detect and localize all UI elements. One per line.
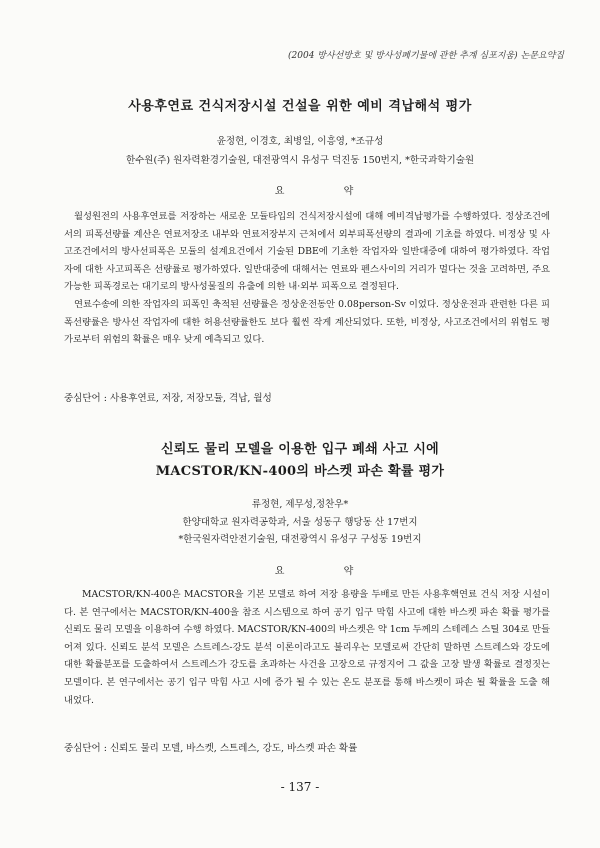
paper2-abstract xyxy=(64,586,550,709)
paper2-affiliation1: 한양대학교 원자력공학과, 서울 성동구 행당동 산 17번지 xyxy=(182,517,418,528)
paper1-paragraph: 월성원전의 사용후연료를 저장하는 새로운 모듈타입의 건식저장시설에 대해 예비격납평가를 수행하였다. 정상조건에서의 피폭선량률 계산은 연료저장조 내부와 연료저장부지 근처에서 외부피폭선량의 결과에 기초를 하였다. 비정상 및 사고조건에서의 방사선피폭은 모듈의 설계요건에서 기술된 DBE에 기초한 작업자와 일반대중에 대하여 평가하였다. 작업자에 대한 사고피폭은 선량률로 평가하였다. 일반대중에 대해서는 연료와 펜스사이의 거리가 멀다는 것을 고려하면, 주요 가능한 피폭경로는 대기로의 방사성물질의 유출에 의한 내·외부 피폭으로 결정된다. xyxy=(64,211,550,293)
paper2-paragraph: MACSTOR/KN-400은 MACSTOR을 기본 모델로 하여 저장 용량을 두배로 만든 사용후핵연료 건식 저장 시설이다. 본 연구에서는 MACSTOR/KN-400을 참조 시스템으로 하여 공기 입구 막힘 사고에 대한 바스켓 파손 확률 평가를 신뢰도 물리 모델을 이용하여 수행 하였다. MACSTOR/KN-400의 바스켓은 약 1cm 두께의 스테레스 스틸 304로 만들어져 있다. 신뢰도 분석 모델은 스트레스-강도 분석 이론이라고도 불리우는 모델로써 간단히 말하면 스트레스와 강도에 대한 확률분포를 도출하여서 스트레스가 강도를 초과하는 사건을 고장으로 규정지어 그 값을 고장 발생 확률로 결정짓는 모델이다. 본 연구에서는 공기 입구 막힘 사고 시에 증가 될 수 있는 온도 분포를 통해 바스켓이 파손 될 확률을 도출 해 내었다. xyxy=(64,589,550,706)
running-header: (2004 방사선방호 및 방사성폐기물에 관한 추계 심포지움) 논문요약집 xyxy=(288,51,564,61)
paper1-abstract-heading: 요 약 xyxy=(274,186,382,197)
paper1-title: 사용후연료 건식저장시설 건설을 위한 예비 격납해석 평가 xyxy=(128,99,472,114)
paper1-authors: 윤정현, 이경호, 최병일, 이흥영, *조규성 xyxy=(216,136,384,147)
paper1-paragraph: 연료수송에 의한 작업자의 피폭인 축적된 선량률은 정상운전동안 0.08person-Sv 이었다. 정상운전과 관련한 다른 피폭선량률은 방사선 작업자에 대한 허용선량률한도 보다 훨씬 작게 계산되었다. 또한, 비정상, 사고조건에서의 위험도 평가로부터 위험의 확률은 매우 낮게 예측되고 있다. xyxy=(64,298,550,346)
paper1-keywords: 중심단어 : 사용후연료, 저장, 저장모듈, 격납, 월성 xyxy=(64,393,272,404)
paper2-authors: 류정현, 제무성,정찬우* xyxy=(251,499,349,510)
paper2-title-line1: 신뢰도 물리 모델을 이용한 입구 폐쇄 사고 시에 xyxy=(160,442,440,457)
page-number: - 137 - xyxy=(280,780,320,794)
paper2-keywords: 중심단어 : 신뢰도 물리 모델, 바스켓, 스트레스, 강도, 바스켓 파손 확률 xyxy=(64,743,358,754)
paper1-affiliation: 한수원(주) 원자력환경기술원, 대전광역시 유성구 덕진동 150번지, *한국과학기술원 xyxy=(125,155,475,166)
paper2-affiliation2: *한국원자력안전기술원, 대전광역시 유성구 구성동 19번지 xyxy=(178,534,422,545)
paper1-abstract xyxy=(64,208,550,349)
paper2-abstract-heading: 요 약 xyxy=(274,566,382,577)
paper2-title-line2: MACSTOR/KN-400의 바스켓 파손 확률 평가 xyxy=(155,464,445,479)
